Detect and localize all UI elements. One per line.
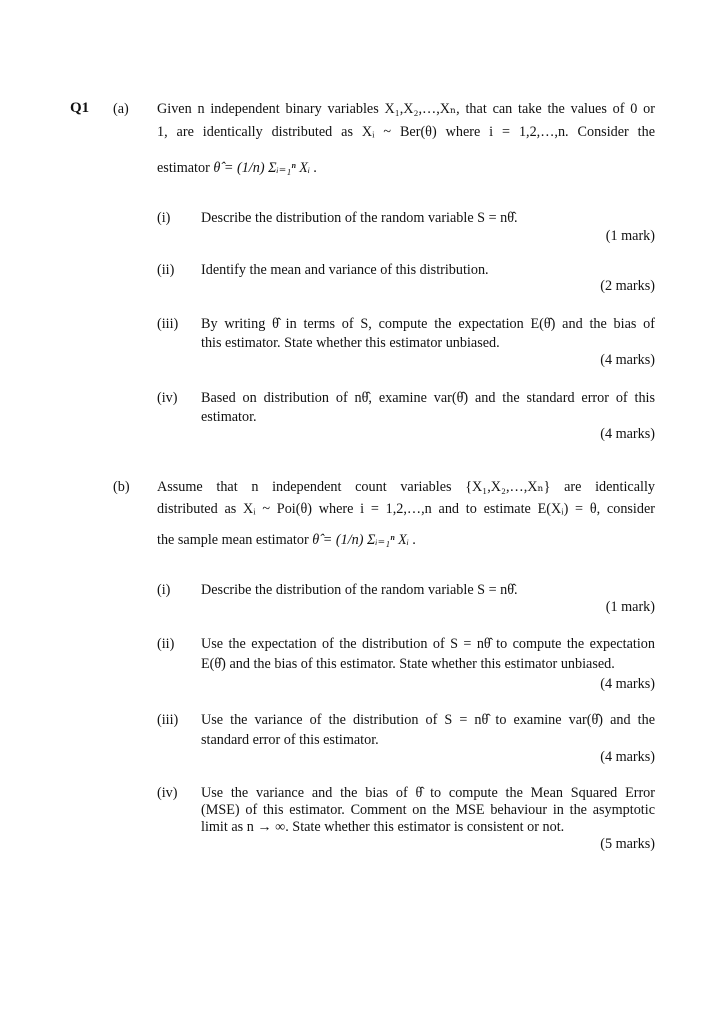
- part-a-text-line-2: 1, are identically distributed as Xᵢ ~ Ber(θ) where i = 1,2,…,n. Consider the: [157, 124, 655, 140]
- a-iii-num: (iii): [157, 316, 179, 332]
- a-iv-text-2: estimator.: [201, 409, 257, 425]
- part-b-estimator-line: [157, 532, 416, 549]
- part-b-estimator-formula: θ̂ = (1/n) Σᵢ₌₁ⁿ Xᵢ .: [312, 532, 417, 548]
- a-iii-text-2: this estimator. State whether this estimator unbiased.: [201, 335, 500, 351]
- part-a-estimator-prefix: estimator: [157, 160, 210, 176]
- a-ii-num: (ii): [157, 262, 175, 278]
- a-ii-text: Identify the mean and variance of this distribution.: [201, 262, 489, 278]
- part-b-estimator-prefix: the sample mean estimator: [157, 532, 309, 548]
- part-a-estimator-line: [157, 160, 317, 177]
- b-iv-text-2: (MSE) of this estimator. Comment on the MSE behaviour in the asymptotic: [201, 802, 655, 818]
- b-iii-num: (iii): [157, 712, 179, 728]
- b-i-marks: (1 mark): [605, 599, 655, 615]
- b-iv-text-1: Use the variance and the bias of θ̂ to compute the Mean Squared Error: [201, 785, 655, 801]
- a-i-num: (i): [157, 210, 171, 226]
- part-a-estimator-formula: θ̂ = (1/n) Σᵢ₌₁ⁿ Xᵢ .: [213, 160, 318, 176]
- b-iv-marks: (5 marks): [600, 836, 655, 852]
- b-ii-marks: (4 marks): [600, 676, 655, 692]
- b-ii-text-1: Use the expectation of the distribution of S = nθ̂ to compute the expectation: [201, 636, 655, 652]
- a-ii-marks: (2 marks): [600, 278, 655, 294]
- b-iv-text-3: limit as n → ∞. State whether this estimator is consistent or not.: [201, 819, 565, 835]
- b-iii-text-1: Use the variance of the distribution of S = nθ̂ to examine var(θ̂) and the: [201, 712, 655, 728]
- part-b-text-line-2: distributed as Xᵢ ~ Poi(θ) where i = 1,2,…,n and to estimate E(Xᵢ) = θ, consider: [157, 501, 655, 517]
- a-iii-text-1: By writing θ̂ in terms of S, compute the expectation E(θ̂) and the bias of: [201, 316, 655, 332]
- a-i-text: Describe the distribution of the random variable S = nθ̂.: [201, 210, 518, 226]
- part-b-label: (b): [113, 479, 130, 495]
- b-ii-text-2: E(θ̂) and the bias of this estimator. State whether this estimator unbiased.: [201, 656, 615, 672]
- b-iii-marks: (4 marks): [600, 749, 655, 765]
- b-i-num: (i): [157, 582, 171, 598]
- b-iii-text-2: standard error of this estimator.: [201, 732, 379, 748]
- b-i-text: Describe the distribution of the random variable S = nθ̂.: [201, 582, 518, 598]
- b-ii-num: (ii): [157, 636, 175, 652]
- part-a-label: (a): [113, 101, 129, 117]
- a-iii-marks: (4 marks): [600, 352, 655, 368]
- b-iv-num: (iv): [157, 785, 178, 801]
- part-a-text-line-1: Given n independent binary variables X₁,X₂,…,Xₙ, that can take the values of 0 or: [157, 101, 655, 117]
- a-i-marks: (1 mark): [605, 228, 655, 244]
- a-iv-marks: (4 marks): [600, 426, 655, 442]
- part-b-text-line-1: Assume that n independent count variables {X₁,X₂,…,Xₙ} are identically: [157, 479, 655, 495]
- question-number: Q1: [70, 100, 90, 116]
- a-iv-text-1: Based on distribution of nθ̂, examine var(θ̂) and the standard error of this: [201, 390, 655, 406]
- a-iv-num: (iv): [157, 390, 178, 406]
